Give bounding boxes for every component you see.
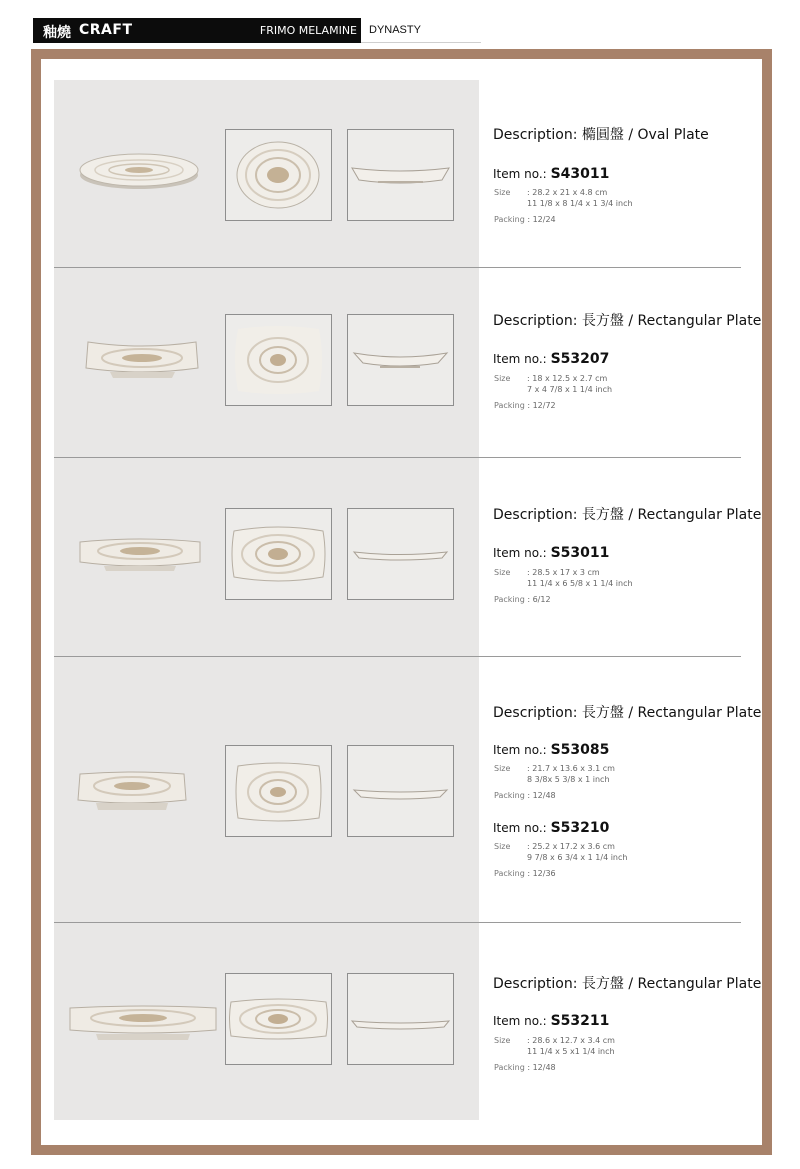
- item-specs: Size : 21.7 x 13.6 x 3.1 cm 8 3/8x 5 3/8 x 1 inch Packing : 12/48: [494, 764, 615, 800]
- product-description: Description: 長方盤 / Rectangular Plate: [493, 976, 762, 992]
- plate-angle-photo: [74, 768, 190, 814]
- product-description: Description: 橢圓盤 / Oval Plate: [493, 127, 709, 143]
- plate-side-photo: [347, 973, 454, 1065]
- product-description: Description: 長方盤 / Rectangular Plate: [493, 705, 762, 721]
- plate-side-photo: [347, 508, 454, 600]
- plate-top-photo: [225, 745, 332, 837]
- photo-panel: [54, 80, 479, 1120]
- brand-bar: [33, 18, 361, 43]
- plate-top-photo: [225, 129, 332, 221]
- series-frimo: FRIMO MELAMINE: [259, 24, 357, 37]
- section-divider: [54, 267, 741, 268]
- item-number: Item no.: S53210: [493, 820, 610, 836]
- plate-top-photo: [225, 508, 332, 600]
- brand-chinese: 釉燒: [43, 25, 71, 41]
- item-number: Item no.: S53207: [493, 351, 610, 367]
- plate-angle-photo: [78, 150, 200, 194]
- section-divider: [54, 457, 741, 458]
- section-divider: [54, 922, 741, 923]
- plate-side-photo: [347, 314, 454, 406]
- item-number: Item no.: S53011: [493, 545, 610, 561]
- item-specs: Size : 28.2 x 21 x 4.8 cm 11 1/8 x 8 1/4 x 1 3/4 inch Packing : 12/24: [494, 188, 633, 224]
- item-number: Item no.: S53085: [493, 742, 610, 758]
- item-specs: Size : 28.5 x 17 x 3 cm 11 1/4 x 6 5/8 x 1 1/4 inch Packing : 6/12: [494, 568, 633, 604]
- item-number: Item no.: S43011: [493, 166, 610, 182]
- item-specs: Size : 18 x 12.5 x 2.7 cm 7 x 4 7/8 x 1 1/4 inch Packing : 12/72: [494, 374, 613, 410]
- plate-side-photo: [347, 745, 454, 837]
- plate-angle-photo: [66, 1002, 220, 1044]
- plate-side-photo: [347, 129, 454, 221]
- brand-name: CRAFT: [79, 22, 133, 38]
- item-specs: Size : 28.6 x 12.7 x 3.4 cm 11 1/4 x 5 x1 1/4 inch Packing : 12/48: [494, 1036, 615, 1072]
- catalog-header: [33, 18, 481, 43]
- plate-angle-photo: [76, 534, 204, 574]
- item-specs: Size : 25.2 x 17.2 x 3.6 cm 9 7/8 x 6 3/4 x 1 1/4 inch Packing : 12/36: [494, 842, 628, 878]
- plate-top-photo: [225, 314, 332, 406]
- item-number: Item no.: S53211: [493, 1013, 610, 1029]
- product-description: Description: 長方盤 / Rectangular Plate: [493, 313, 762, 329]
- section-divider: [54, 656, 741, 657]
- plate-angle-photo: [80, 336, 204, 382]
- series-dynasty: DYNASTY: [361, 18, 481, 43]
- plate-top-photo: [225, 973, 332, 1065]
- product-description: Description: 長方盤 / Rectangular Plate: [493, 507, 762, 523]
